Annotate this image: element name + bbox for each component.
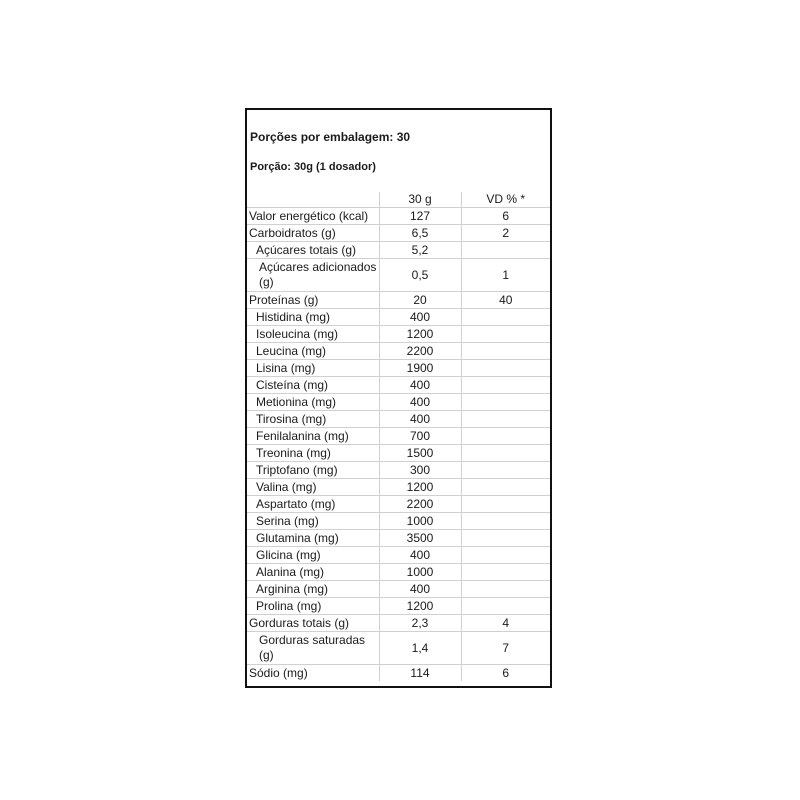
nutrient-amount: 114: [379, 665, 461, 682]
nutrient-daily-value: 6: [461, 665, 550, 682]
nutrient-name: Valor energético (kcal): [247, 208, 379, 225]
nutrient-amount: 2,3: [379, 615, 461, 632]
nutrient-amount: 400: [379, 581, 461, 598]
table-row: [247, 496, 550, 513]
nutrition-facts-label: [245, 108, 552, 688]
table-row: [247, 259, 550, 292]
nutrient-daily-value: [461, 462, 550, 479]
nutrient-name: Sódio (mg): [247, 665, 379, 682]
nutrient-name: Proteínas (g): [247, 292, 379, 309]
nutrient-name: Lisina (mg): [247, 360, 379, 377]
nutrient-name: Triptofano (mg): [247, 462, 379, 479]
nutrient-name: Serina (mg): [247, 513, 379, 530]
table-row: [247, 581, 550, 598]
nutrient-name: Alanina (mg): [247, 564, 379, 581]
nutrient-daily-value: [461, 513, 550, 530]
nutrient-amount: 1200: [379, 479, 461, 496]
nutrient-daily-value: 2: [461, 225, 550, 242]
table-row: [247, 292, 550, 309]
nutrient-daily-value: [461, 360, 550, 377]
nutrient-name: Tirosina (mg): [247, 411, 379, 428]
nutrient-daily-value: [461, 581, 550, 598]
nutrient-daily-value: [461, 598, 550, 615]
nutrient-daily-value: [461, 445, 550, 462]
nutrient-amount: 1,4: [379, 632, 461, 665]
table-row: [247, 598, 550, 615]
nutrient-amount: 700: [379, 428, 461, 445]
nutrient-name: Açúcares totais (g): [247, 242, 379, 259]
column-header-amount: 30 g: [379, 192, 461, 208]
table-row: [247, 547, 550, 564]
nutrient-amount: 127: [379, 208, 461, 225]
table-row: [247, 445, 550, 462]
table-row: [247, 225, 550, 242]
table-header-row: [247, 192, 550, 208]
nutrient-daily-value: [461, 242, 550, 259]
nutrient-amount: 3500: [379, 530, 461, 547]
nutrient-daily-value: [461, 394, 550, 411]
nutrient-daily-value: [461, 530, 550, 547]
nutrient-amount: 400: [379, 309, 461, 326]
nutrient-name: Treonina (mg): [247, 445, 379, 462]
nutrient-name: Gorduras saturadas (g): [247, 632, 379, 665]
table-row: [247, 615, 550, 632]
nutrient-amount: 1500: [379, 445, 461, 462]
nutrient-amount: 2200: [379, 496, 461, 513]
table-row: [247, 394, 550, 411]
table-row: [247, 564, 550, 581]
nutrient-name: Fenilalanina (mg): [247, 428, 379, 445]
nutrient-daily-value: [461, 343, 550, 360]
table-row: [247, 242, 550, 259]
nutrient-amount: 1900: [379, 360, 461, 377]
table-row: [247, 665, 550, 682]
nutrient-name: Histidina (mg): [247, 309, 379, 326]
table-row: [247, 530, 550, 547]
nutrient-name: Leucina (mg): [247, 343, 379, 360]
nutrient-name: Gorduras totais (g): [247, 615, 379, 632]
nutrient-amount: 1200: [379, 598, 461, 615]
nutrient-daily-value: 7: [461, 632, 550, 665]
nutrient-daily-value: [461, 326, 550, 343]
nutrient-amount: 0,5: [379, 259, 461, 292]
nutrient-daily-value: [461, 496, 550, 513]
nutrient-name: Valina (mg): [247, 479, 379, 496]
nutrient-name: Glutamina (mg): [247, 530, 379, 547]
nutrient-daily-value: [461, 377, 550, 394]
nutrient-daily-value: [461, 428, 550, 445]
nutrient-amount: 5,2: [379, 242, 461, 259]
table-row: [247, 377, 550, 394]
nutrient-name: Prolina (mg): [247, 598, 379, 615]
nutrient-daily-value: 6: [461, 208, 550, 225]
table-row: [247, 343, 550, 360]
nutrient-name: Glicina (mg): [247, 547, 379, 564]
serving-size: Porção: 30g (1 dosador): [250, 161, 376, 173]
nutrient-daily-value: [461, 309, 550, 326]
nutrient-amount: 300: [379, 462, 461, 479]
nutrient-name: Arginina (mg): [247, 581, 379, 598]
portions-per-package: Porções por embalagem: 30: [250, 130, 411, 144]
nutrient-daily-value: 40: [461, 292, 550, 309]
nutrient-name: Metionina (mg): [247, 394, 379, 411]
nutrient-amount: 20: [379, 292, 461, 309]
column-header-daily-value: VD % *: [461, 192, 550, 208]
nutrient-amount: 2200: [379, 343, 461, 360]
nutrient-name: Carboidratos (g): [247, 225, 379, 242]
nutrient-name: Açúcares adicionados (g): [247, 259, 379, 292]
nutrient-amount: 400: [379, 411, 461, 428]
table-row: [247, 208, 550, 225]
table-row: [247, 428, 550, 445]
table-row: [247, 309, 550, 326]
nutrient-amount: 1000: [379, 564, 461, 581]
nutrient-daily-value: 1: [461, 259, 550, 292]
nutrient-daily-value: 4: [461, 615, 550, 632]
nutrient-amount: 400: [379, 377, 461, 394]
nutrient-daily-value: [461, 547, 550, 564]
nutrient-amount: 400: [379, 547, 461, 564]
table-row: [247, 462, 550, 479]
header-blank-cell: [247, 192, 379, 208]
nutrient-amount: 400: [379, 394, 461, 411]
nutrient-name: Aspartato (mg): [247, 496, 379, 513]
nutrient-name: Isoleucina (mg): [247, 326, 379, 343]
nutrient-amount: 6,5: [379, 225, 461, 242]
nutrient-amount: 1200: [379, 326, 461, 343]
table-row: [247, 360, 550, 377]
table-row: [247, 326, 550, 343]
nutrient-daily-value: [461, 564, 550, 581]
table-row: [247, 479, 550, 496]
table-row: [247, 632, 550, 665]
nutrient-amount: 1000: [379, 513, 461, 530]
table-row: [247, 513, 550, 530]
table-row: [247, 411, 550, 428]
nutrient-daily-value: [461, 411, 550, 428]
nutrition-table: [247, 192, 550, 681]
nutrient-daily-value: [461, 479, 550, 496]
nutrient-name: Cisteína (mg): [247, 377, 379, 394]
